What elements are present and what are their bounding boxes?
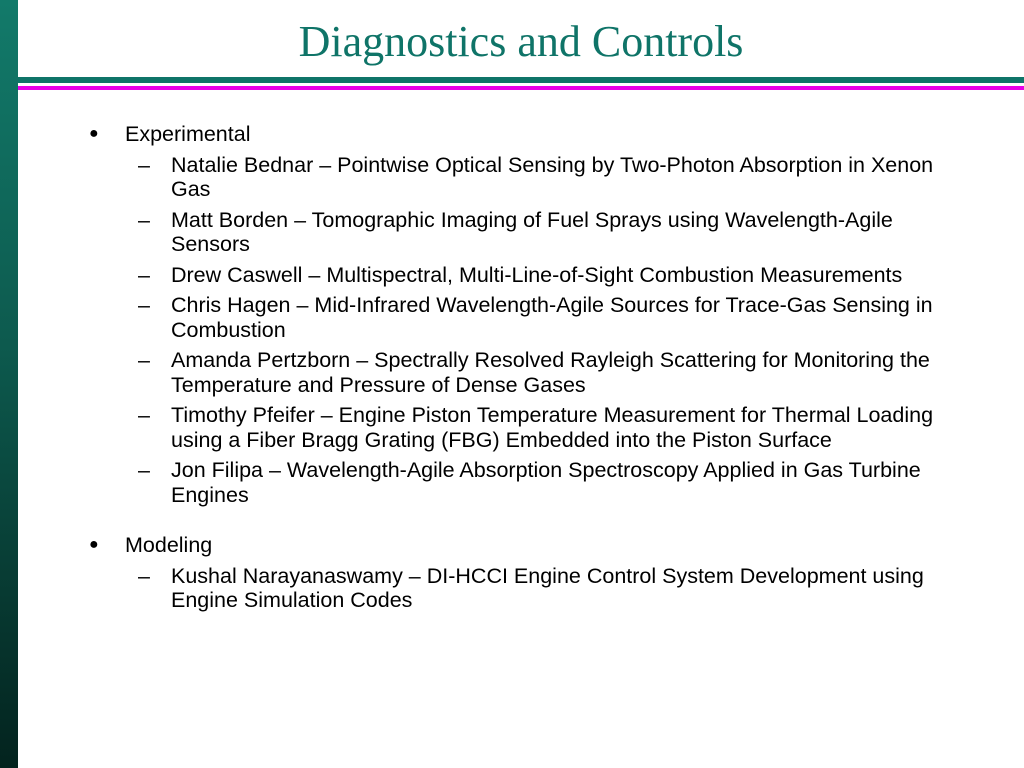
dash-icon: –: [138, 403, 150, 427]
title-underline-teal: [18, 77, 1024, 83]
title-underline-magenta: [18, 86, 1024, 90]
left-accent-bar: [0, 0, 18, 768]
list-item-text: Matt Borden – Tomographic Imaging of Fuel Sprays using Wavelength-Agile Sensors: [171, 207, 893, 256]
dash-icon: –: [138, 262, 150, 287]
list-item-text: Chris Hagen – Mid-Infrared Wavelength-Agile Sources for Trace-Gas Sensing in Combustion: [171, 293, 933, 342]
dash-icon: –: [138, 563, 150, 588]
list-item-text: Natalie Bednar – Pointwise Optical Sensing by Two-Photon Absorption in Xenon Gas: [171, 152, 934, 201]
list-item: [138, 458, 966, 507]
dash-icon: –: [138, 458, 150, 482]
section-modeling: [86, 533, 966, 613]
list-item-text: Timothy Pfeifer – Engine Piston Temperature Measurement for Thermal Loading using a Fiber Bragg Grating (FBG) Embedded into the Piston Surface: [171, 403, 934, 452]
sub-item-list: [125, 153, 966, 508]
list-item: [138, 152, 966, 202]
list-item-text: Kushal Narayanaswamy – DI-HCCI Engine Control System Development using Engine Simulation Codes: [171, 563, 924, 612]
list-item: [138, 207, 966, 257]
list-item: [138, 293, 966, 342]
list-item: [138, 403, 966, 452]
section-heading: Modeling: [125, 533, 213, 557]
section-experimental: [86, 122, 966, 507]
slide-content: [86, 122, 966, 619]
dash-icon: –: [138, 152, 150, 177]
list-item: [138, 563, 966, 613]
sub-item-list: [125, 564, 966, 613]
list-item: [138, 262, 966, 288]
list-item-text: Jon Filipa – Wavelength-Agile Absorption Spectroscopy Applied in Gas Turbine Engines: [171, 458, 921, 507]
bullet-icon: ●: [89, 536, 99, 553]
bullet-icon: ●: [89, 125, 99, 142]
section-heading: Experimental: [125, 122, 251, 146]
list-item-text: Amanda Pertzborn – Spectrally Resolved Rayleigh Scattering for Monitoring the Temperature and Pressure of Dense Gases: [171, 348, 930, 397]
slide-title: Diagnostics and Controls: [298, 17, 744, 66]
dash-icon: –: [138, 207, 150, 232]
dash-icon: –: [138, 348, 150, 372]
dash-icon: –: [138, 293, 150, 317]
list-item: [138, 348, 966, 397]
list-item-text: Drew Caswell – Multispectral, Multi-Line-of-Sight Combustion Measurements: [171, 262, 903, 287]
